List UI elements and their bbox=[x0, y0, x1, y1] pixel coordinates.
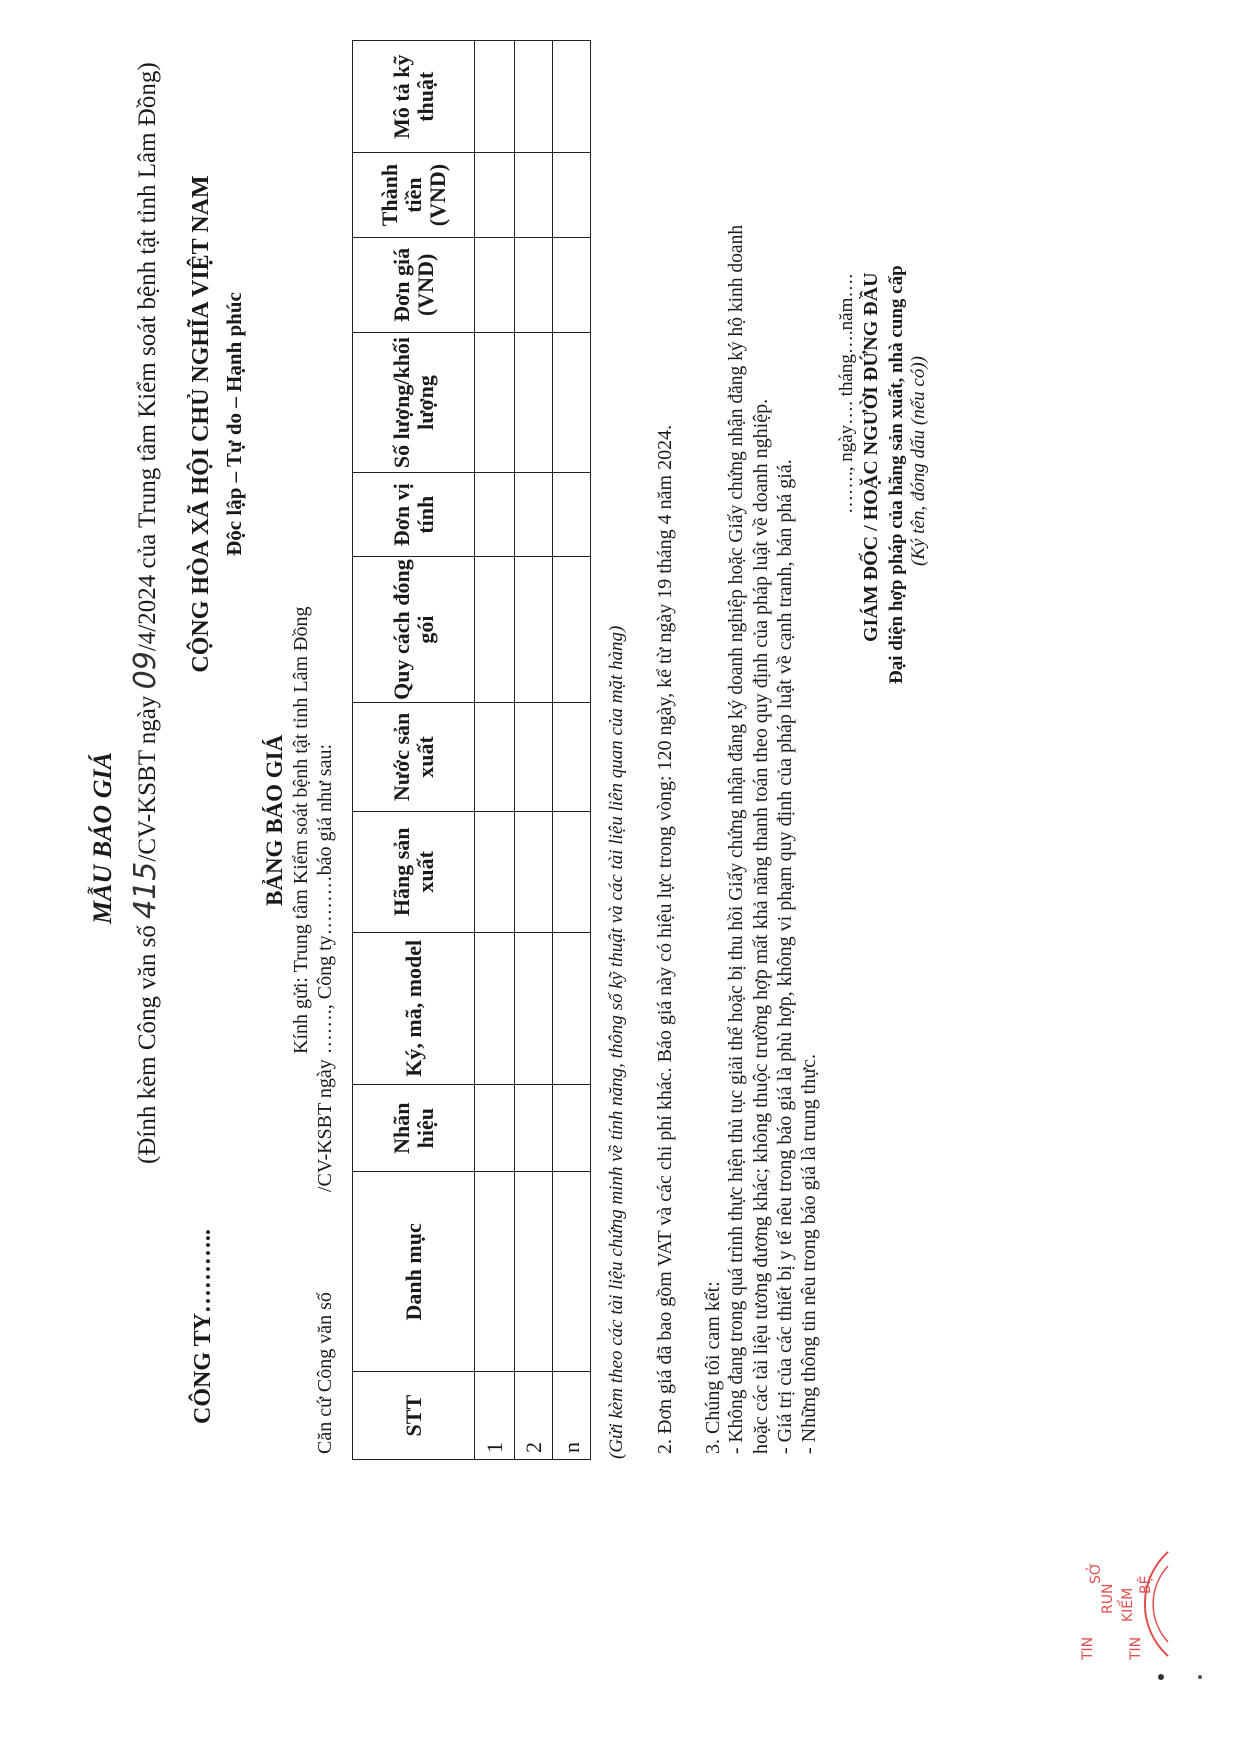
company-line: CÔNG TY……….. bbox=[190, 1229, 216, 1424]
attach-note: (Gửi kèm theo các tài liệu chứng minh về tính năng, thông số kỹ thuật và các tài liệu liên quan của mặt hàng) bbox=[606, 625, 627, 1459]
sign-note: (Ký tên, đóng dấu (nếu có)) bbox=[908, 356, 929, 566]
nation-title: CỘNG HÒA XÃ HỘI CHỦ NGHĨA VIỆT NAM bbox=[188, 175, 214, 673]
seal-text: KIỂM bbox=[1120, 1587, 1136, 1622]
header-danh-muc: Danh mục bbox=[353, 1172, 475, 1372]
header-so-luong: Số lượng/khối lượng bbox=[353, 333, 475, 473]
header-nhan-hieu: Nhãn hiệu bbox=[353, 1084, 475, 1171]
commit-heading: 3. Chúng tôi cam kết: bbox=[702, 1281, 724, 1454]
header-ky-ma-model: Ký, mã, model bbox=[353, 932, 475, 1084]
header-don-vi-tinh: Đơn vị tính bbox=[353, 473, 475, 557]
commit-line-1b: hoặc các tài liệu tương đương khác; không thuộc trường hợp mất khả năng thanh toán theo quy định của pháp luật về doanh nghiệp. bbox=[750, 398, 772, 1454]
sign-date: ……., ngày…. tháng….năm…. bbox=[836, 273, 857, 514]
header-mo-ta: Mô tả kỹ thuật bbox=[353, 41, 475, 153]
scan-speck bbox=[1158, 1674, 1164, 1680]
table-row bbox=[475, 41, 515, 1460]
basis-line bbox=[314, 744, 337, 1454]
attach-line bbox=[128, 62, 163, 1164]
row-number: n bbox=[553, 1372, 591, 1460]
seal-text: RUN bbox=[1100, 1583, 1116, 1614]
row-number: 1 bbox=[475, 1372, 515, 1460]
seal-text: TIN bbox=[1128, 1636, 1144, 1660]
sign-role: GIÁM ĐỐC / HOẶC NGƯỜI ĐỨNG ĐẦU bbox=[860, 272, 882, 642]
seal-text: BỆ bbox=[1138, 1575, 1154, 1594]
header-stt: STT bbox=[353, 1372, 475, 1460]
nation-motto: Độc lập – Tự do – Hạnh phúc bbox=[222, 292, 246, 556]
commit-line-1: - Không đang trong quá trình thực hiện thủ tục giải thể hoặc bị thu hồi Giấy chứng nhận đăng ký doanh nghiệp hoặc Giấy chứng nhận đăng ký hộ kinh doanh bbox=[726, 224, 747, 1454]
quote-title: BẢNG BÁO GIÁ bbox=[262, 734, 287, 906]
commit-line-2: - Giá trị của các thiết bị y tế nêu trong báo giá là phù hợp, không vi phạm quy định của pháp luật về cạnh tranh, bán phá giá. bbox=[774, 459, 796, 1454]
table-row bbox=[553, 41, 591, 1460]
handwritten-day: 09 bbox=[128, 651, 163, 690]
seal-text: TIN bbox=[1080, 1636, 1096, 1660]
recipient-line: Kính gửi: Trung tâm Kiểm soát bệnh tật tỉnh Lâm Đồng bbox=[290, 606, 312, 1054]
attach-mid: /CV-KSBT ngày bbox=[134, 689, 161, 862]
row-number: 2 bbox=[515, 1372, 553, 1460]
quote-table bbox=[352, 40, 591, 1460]
form-title: MẪU BÁO GIÁ bbox=[88, 752, 117, 924]
commit-line-3: - Những thông tin nêu trong báo giá là trung thực. bbox=[798, 1054, 820, 1454]
sign-representative: Đại diện hợp pháp của hãng sản xuất, nhà cung cấp bbox=[886, 265, 907, 684]
header-thanh-tien: Thành tiền (VND) bbox=[353, 153, 475, 237]
table-row bbox=[515, 41, 553, 1460]
scan-speck bbox=[1198, 1675, 1202, 1679]
basis-part2: /CV-KSBT ngày ……., Công ty………báo giá như sau: bbox=[314, 743, 336, 1193]
red-seal-fragment bbox=[1068, 1544, 1178, 1664]
header-quy-cach: Quy cách đóng gói bbox=[353, 557, 475, 702]
header-nuoc-san-xuat: Nước sản xuất bbox=[353, 702, 475, 811]
validity-note: 2. Đơn giá đã bao gồm VAT và các chi phí khác. Báo giá này có hiệu lực trong vòng: 120 ngày, kể từ ngày 19 tháng 4 năm 2024. bbox=[654, 424, 676, 1454]
table-header-row bbox=[353, 41, 475, 1460]
header-hang-san-xuat: Hãng sản xuất bbox=[353, 812, 475, 932]
basis-part1: Căn cứ Công văn số bbox=[314, 1292, 336, 1454]
attach-prefix: (Đính kèm Công văn số bbox=[134, 918, 161, 1164]
seal-text: SỞ bbox=[1088, 1562, 1104, 1584]
handwritten-doc-number: 415 bbox=[128, 861, 163, 919]
header-don-gia: Đơn giá (VND) bbox=[353, 237, 475, 332]
attach-suffix: /4/2024 của Trung tâm Kiểm soát bệnh tật tỉnh Lâm Đồng) bbox=[134, 62, 161, 652]
